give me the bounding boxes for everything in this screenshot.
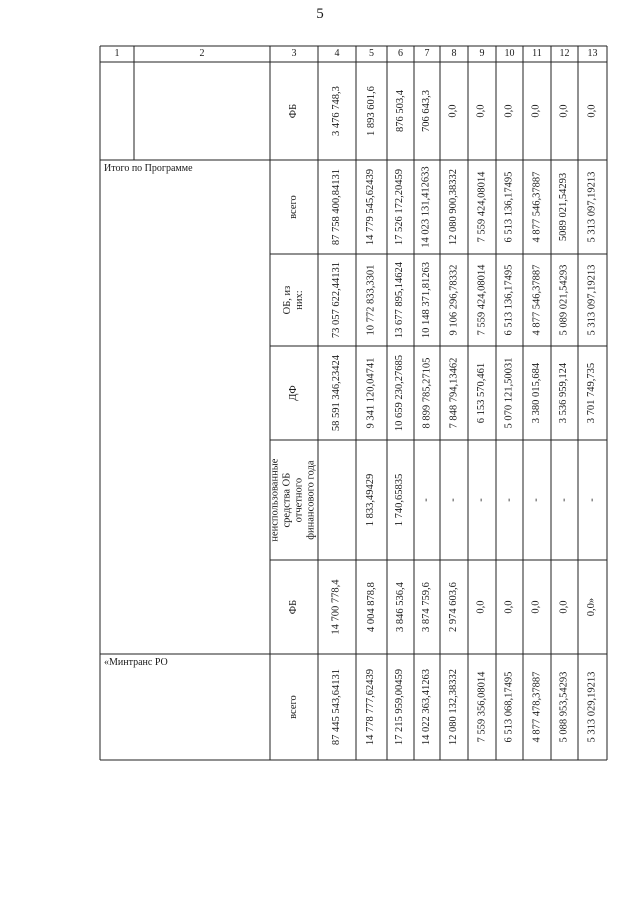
total-ob-value: 10 148 371,81263 [420, 261, 432, 339]
total-ob-value: 6 513 136,17495 [503, 264, 515, 336]
total-unused-value-cell [414, 440, 440, 560]
mintrans-all-value: 4 877 478,37887 [530, 671, 542, 743]
fb-value: 1 893 601,6 [365, 86, 377, 136]
fb-value-cell [496, 62, 523, 160]
total-fb-value-cell [387, 560, 414, 654]
fb-value: 3 476 748,3 [330, 86, 342, 136]
header-col-6: 6 [398, 48, 403, 59]
total-unused-value: - [586, 498, 598, 502]
mintrans-all-value-cell [440, 654, 468, 760]
total-df-value-cell [414, 346, 440, 440]
total-ob-value: 5 089 021,54293 [558, 264, 570, 336]
fb-value-cell [356, 62, 387, 160]
total-unused-value-cell [523, 440, 551, 560]
total-unused-value: - [530, 498, 542, 502]
total-section-label: Итого по Программе [104, 163, 193, 174]
fb-value-cell [551, 62, 578, 160]
total-fb-value-cell [468, 560, 496, 654]
fb-value: 0,0 [475, 104, 487, 118]
total-df-value-cell [440, 346, 468, 440]
total-fb-value: 3 874 759,6 [420, 582, 432, 632]
total-df-value-cell [551, 346, 578, 440]
mintrans-all-value-cell [387, 654, 414, 760]
mintrans-all-value-cell [551, 654, 578, 760]
mintrans-all-label: всего [287, 695, 299, 719]
total-unused-value-cell [551, 440, 578, 560]
total-ob-label: ОБ, из них: [281, 285, 305, 315]
fb-label: ФБ [287, 103, 299, 119]
total-all-value-cell [551, 160, 578, 254]
total-unused-value-cell [387, 440, 414, 560]
total-unused-value-cell [496, 440, 523, 560]
mintrans-all-value-cell [414, 654, 440, 760]
total-ob-value: 5 313 097,19213 [586, 264, 598, 336]
total-ob-value-cell [387, 254, 414, 346]
total-ob-value: 7 559 424,08014 [475, 264, 487, 336]
fb-value: 0,0 [503, 104, 515, 118]
fb-value-cell [468, 62, 496, 160]
mintrans-section-label: «Минтранс РО [104, 657, 168, 668]
total-all-value: 5089 021,54293 [558, 172, 570, 242]
fb-value: 0,0 [530, 104, 542, 118]
total-df-value: 9 341 120,04741 [365, 357, 377, 429]
total-fb-label: ФБ [287, 599, 299, 615]
total-all-value: 17 526 172,20459 [394, 168, 406, 246]
total-all-value-cell [414, 160, 440, 254]
fb-value-cell [318, 62, 356, 160]
mintrans-all-value: 87 445 543,64131 [330, 668, 342, 746]
mintrans-all-label-cell [270, 654, 318, 760]
fb-value: 876 503,4 [394, 90, 406, 132]
total-all-value-cell [496, 160, 523, 254]
mintrans-all-value-cell [578, 654, 607, 760]
header-col-11: 11 [532, 48, 542, 59]
total-unused-value: - [447, 498, 459, 502]
header-col-7: 7 [424, 48, 430, 59]
total-ob-value-cell [440, 254, 468, 346]
total-all-value-cell [523, 160, 551, 254]
total-fb-value: 3 846 536,4 [394, 582, 406, 632]
header-col-8: 8 [451, 48, 457, 59]
total-df-value-cell [523, 346, 551, 440]
total-unused-value: - [503, 498, 515, 502]
total-df-value-cell [356, 346, 387, 440]
total-df-value: 3 701 749,735 [586, 362, 598, 424]
total-all-value-cell [440, 160, 468, 254]
total-all-value: 6 513 136,17495 [503, 171, 515, 243]
total-all-value: 12 080 900,38332 [447, 168, 459, 246]
total-fb-value-cell [414, 560, 440, 654]
header-col-10: 10 [504, 48, 515, 59]
total-df-value-cell [468, 346, 496, 440]
total-ob-label-cell [270, 254, 318, 346]
fb-label-cell [270, 62, 318, 160]
mintrans-all-value-cell [318, 654, 356, 760]
total-ob-value-cell [578, 254, 607, 346]
mintrans-all-value-cell [496, 654, 523, 760]
total-fb-value: 2 974 603,6 [447, 582, 459, 632]
total-fb-value-cell [318, 560, 356, 654]
total-all-value: 5 313 097,19213 [586, 171, 598, 243]
total-fb-value: 0,0 [503, 600, 515, 614]
total-df-value-cell [578, 346, 607, 440]
total-ob-value: 9 106 296,78332 [447, 264, 459, 336]
total-unused-value-cell [356, 440, 387, 560]
total-df-value: 7 848 794,13462 [447, 357, 459, 429]
total-fb-value-cell [496, 560, 523, 654]
total-unused-value-cell [468, 440, 496, 560]
total-all-value: 7 559 424,08014 [475, 171, 487, 243]
total-df-value-cell [496, 346, 523, 440]
mintrans-all-value: 14 778 777,62439 [365, 668, 377, 746]
mintrans-all-value-cell [468, 654, 496, 760]
total-df-value-cell [387, 346, 414, 440]
total-df-label: ДФ [287, 385, 299, 401]
total-unused-value: - [420, 498, 432, 502]
fb-value: 0,0 [447, 104, 459, 118]
total-unused-value-cell [318, 440, 356, 560]
total-all-value-cell [578, 160, 607, 254]
total-ob-value-cell [356, 254, 387, 346]
total-unused-label: неиспользованные средства ОБ отчетного финансового года [270, 458, 318, 542]
header-col-2: 2 [199, 48, 205, 59]
total-unused-label-cell [270, 440, 318, 560]
total-ob-value: 10 772 833,3301 [365, 264, 377, 336]
total-fb-value: 0,0 [530, 600, 542, 614]
mintrans-all-value-cell [356, 654, 387, 760]
fb-value-cell [578, 62, 607, 160]
total-ob-value-cell [468, 254, 496, 346]
header-col-4: 4 [334, 48, 340, 59]
total-unused-value-cell [440, 440, 468, 560]
fb-value: 0,0 [586, 104, 598, 118]
fb-value-cell [387, 62, 414, 160]
fb-value: 706 643,3 [420, 90, 432, 132]
mintrans-all-value: 7 559 356,08014 [475, 671, 487, 743]
total-fb-label-cell [270, 560, 318, 654]
total-ob-value-cell [318, 254, 356, 346]
total-ob-value-cell [496, 254, 523, 346]
total-df-value-cell [318, 346, 356, 440]
total-unused-value: - [558, 498, 570, 502]
total-df-value: 3 536 959,124 [558, 362, 570, 424]
total-ob-value: 4 877 546,37887 [530, 264, 542, 336]
header-col-3: 3 [291, 48, 297, 59]
mintrans-all-value: 17 215 959,00459 [394, 668, 406, 746]
total-unused-value: - [475, 498, 487, 502]
total-all-value: 4 877 546,37887 [530, 171, 542, 243]
page-number: 5 [316, 6, 324, 22]
total-all-value-cell [356, 160, 387, 254]
mintrans-all-value: 12 080 132,38332 [447, 668, 459, 746]
header-col-12: 12 [559, 48, 570, 59]
total-df-label-cell [270, 346, 318, 440]
mintrans-all-value: 5 088 953,54293 [558, 671, 570, 743]
total-fb-value: 14 700 778,4 [330, 579, 342, 635]
header-col-9: 9 [479, 48, 485, 59]
total-fb-value: 0,0 [475, 600, 487, 614]
total-all-value: 14 779 545,62439 [365, 168, 377, 246]
total-ob-value-cell [551, 254, 578, 346]
total-unused-value: 1 740,65835 [394, 473, 406, 527]
header-col-13: 13 [587, 48, 598, 59]
total-all-value-cell [387, 160, 414, 254]
total-fb-value: 4 004 878,8 [365, 582, 377, 632]
total-unused-value: 1 833,49429 [365, 473, 377, 527]
total-fb-value-cell [356, 560, 387, 654]
total-all-value-cell [468, 160, 496, 254]
mintrans-all-value: 14 022 363,41263 [420, 668, 432, 746]
total-all-label: всего [287, 195, 299, 219]
total-ob-value: 73 057 622,44131 [330, 261, 342, 339]
total-ob-value: 13 677 895,14624 [394, 261, 406, 339]
total-all-label-cell [270, 160, 318, 254]
mintrans-all-value: 5 313 029,19213 [586, 671, 598, 743]
total-df-value: 58 591 346,23424 [330, 354, 342, 432]
total-all-value: 14 023 131,412633 [420, 166, 432, 248]
fb-value: 0,0 [558, 104, 570, 118]
total-df-value: 10 659 230,27685 [394, 354, 406, 432]
total-df-value: 8 899 785,27105 [420, 357, 432, 429]
total-df-value: 6 153 570,461 [475, 362, 487, 424]
total-df-value: 3 380 015,684 [530, 362, 542, 424]
total-fb-value: 0,0 [558, 600, 570, 614]
mintrans-all-value-cell [523, 654, 551, 760]
fb-value-cell [523, 62, 551, 160]
total-all-value-cell [318, 160, 356, 254]
total-df-value: 5 070 121,50031 [503, 357, 515, 429]
total-fb-value-cell [440, 560, 468, 654]
fb-value-cell [440, 62, 468, 160]
total-fb-value-cell [578, 560, 607, 654]
total-ob-value-cell [523, 254, 551, 346]
fb-value-cell [414, 62, 440, 160]
total-all-value: 87 758 400,84131 [330, 168, 342, 246]
total-fb-value-cell [551, 560, 578, 654]
total-unused-value-cell [578, 440, 607, 560]
total-fb-value: 0,0» [586, 597, 598, 617]
mintrans-all-value: 6 513 068,17495 [503, 671, 515, 743]
header-col-5: 5 [369, 48, 374, 59]
total-ob-value-cell [414, 254, 440, 346]
header-col-1: 1 [114, 48, 120, 59]
total-fb-value-cell [523, 560, 551, 654]
